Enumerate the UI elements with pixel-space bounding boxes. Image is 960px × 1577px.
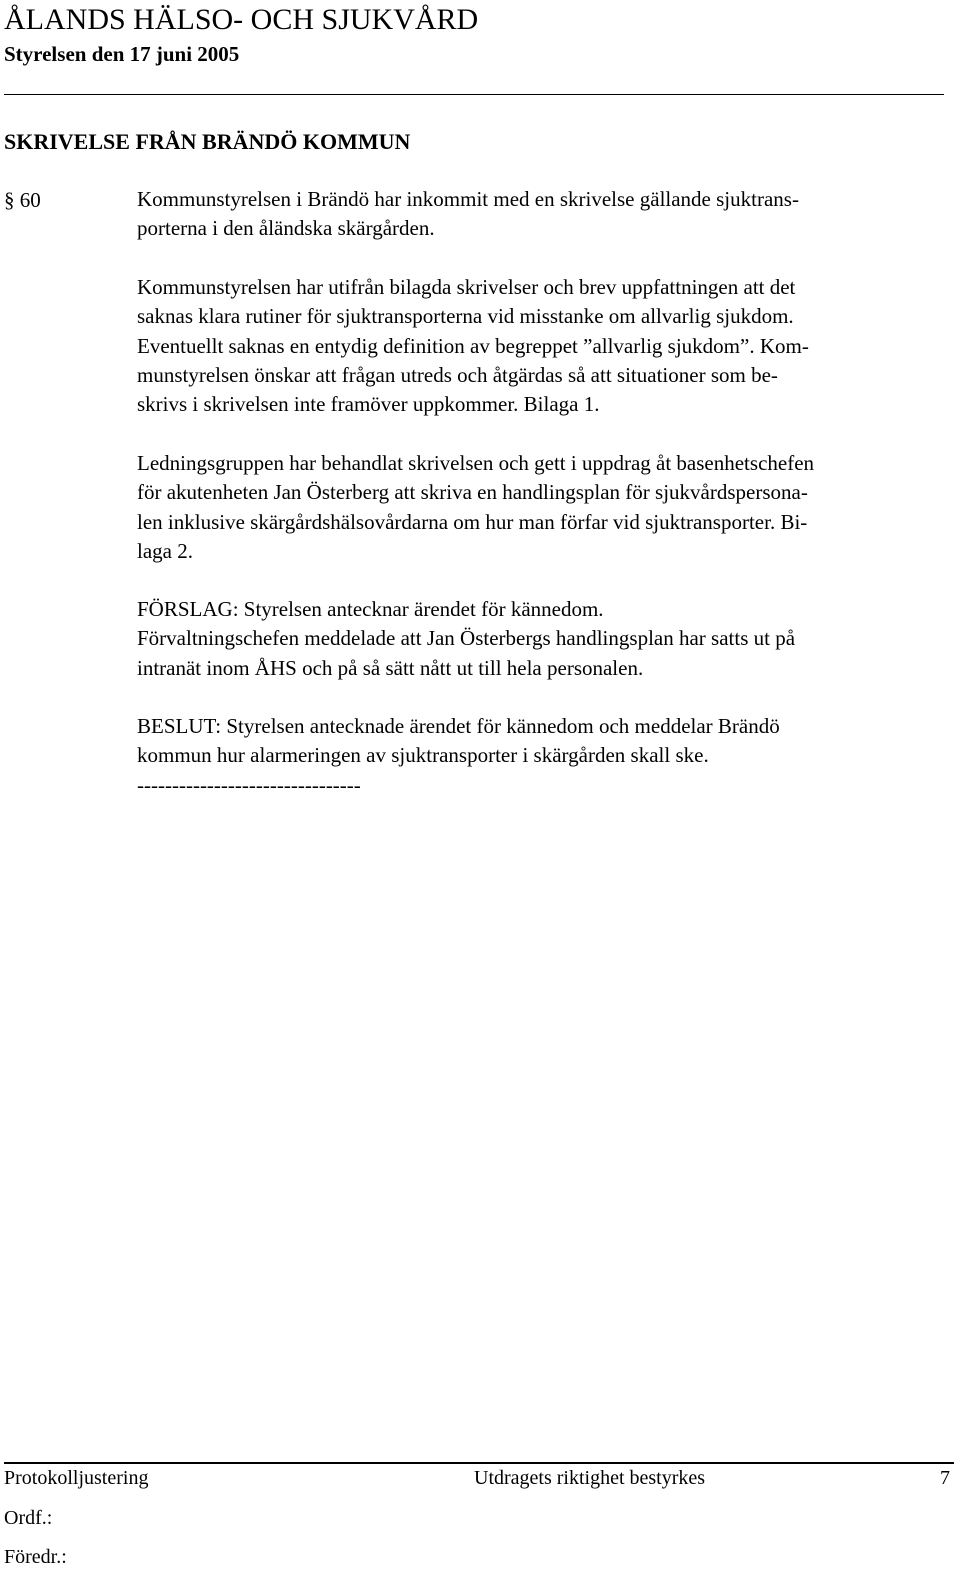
section-heading: SKRIVELSE FRÅN BRÄNDÖ KOMMUN — [4, 129, 411, 154]
text-line: Kommunstyrelsen i Brändö har inkommit med en skrivelse gällande sjuktrans- — [137, 187, 799, 211]
text-line: Förvaltningschefen meddelade att Jan Österbergs handlingsplan har satts ut på — [137, 626, 796, 651]
text-line: Ledningsgruppen har behandlat skrivelsen och gett i uppdrag åt basenhetschefen — [137, 451, 815, 475]
body-paragraph-kommunstyrelsen — [137, 273, 949, 419]
text-line: BESLUT: Styrelsen antecknade ärendet för kännedom och meddelar Brändö — [137, 714, 780, 738]
text-line: porterna i den åländska skärgården. — [137, 216, 435, 241]
text-line: skrivs i skrivelsen inte framöver uppkommer. Bilaga 1. — [137, 392, 600, 417]
page-number: 7 — [940, 1467, 950, 1489]
text-line: för akutenheten Jan Österberg att skriva en handlingsplan för sjukvårdspersona- — [137, 480, 808, 505]
presenter-label: Föredr.: — [4, 1546, 67, 1568]
text-line: kommun hur alarmeringen av sjuktransporter i skärgården skall ske. — [137, 743, 709, 768]
text-line: laga 2. — [137, 538, 193, 563]
paragraph-number: § 60 — [4, 188, 41, 212]
text-line: intranät inom ÅHS och på så sätt nått ut till hela personalen. — [137, 655, 644, 680]
text-line: Kommunstyrelsen har utifrån bilagda skrivelser och brev uppfattningen att det — [137, 275, 796, 299]
chair-label: Ordf.: — [4, 1507, 53, 1529]
text-line: len inklusive skärgårdshälsovårdarna om hur man förfar vid sjuktransporter. Bi- — [137, 509, 808, 534]
text-line: saknas klara rutiner för sjuktransporterna vid misstanke om allvarlig sjukdom. — [137, 304, 794, 329]
text-line: Eventuellt saknas en entydig definition av begreppet ”allvarlig sjukdom”. Kom- — [137, 333, 809, 358]
organization-title: ÅLANDS HÄLSO- OCH SJUKVÅRD — [4, 3, 479, 36]
meeting-date: Styrelsen den 17 juni 2005 — [4, 42, 240, 66]
text-line: munstyrelsen önskar att frågan utreds och åtgärdas så att situationer som be- — [137, 362, 778, 387]
header-divider — [4, 94, 944, 95]
body-paragraph-forslag — [137, 595, 949, 683]
body-paragraph-ledningsgruppen — [137, 449, 949, 566]
body-paragraph-beslut — [137, 712, 949, 800]
dashed-separator: -------------------------------- — [137, 772, 361, 797]
certification-label: Utdragets riktighet bestyrkes — [474, 1467, 706, 1489]
footer-divider — [4, 1462, 954, 1464]
body-paragraph-intro — [137, 185, 949, 244]
protocol-check-label: Protokolljustering — [4, 1467, 149, 1489]
text-line: FÖRSLAG: Styrelsen antecknar ärendet för kännedom. — [137, 597, 604, 621]
